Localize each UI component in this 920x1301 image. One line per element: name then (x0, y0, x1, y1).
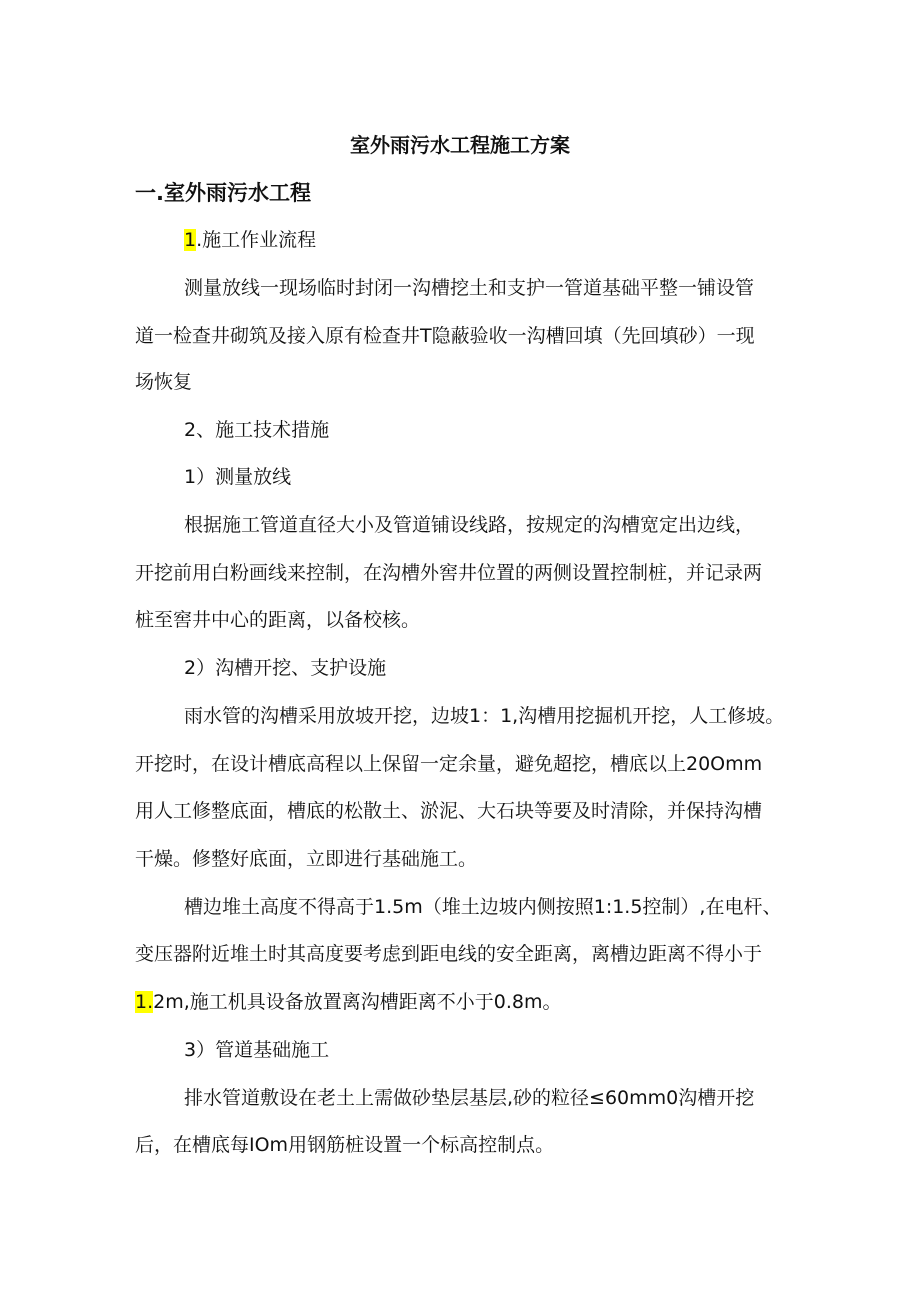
subsection-heading: 3）管道基础施工 (184, 1039, 330, 1061)
subsection-heading: 1）测量放线 (184, 466, 292, 488)
subsection-heading: 2、施工技术措施 (184, 419, 330, 441)
paragraph-line: 根据施工管道直径大小及管道铺设线路，按规定的沟槽宽定出边线， (184, 514, 755, 536)
highlighted-number: 1 (184, 229, 197, 251)
paragraph-line: 槽边堆土高度不得高于1.5m（堆土边坡内侧按照1:1.5控制）,在电杆、 (184, 896, 782, 918)
paragraph-text: 2m,施工机具设备放置离沟槽距离不小于0.8m。 (153, 991, 562, 1013)
paragraph-line: 变压器附近堆土时其高度要考虑到距电线的安全距离，离槽边距离不得小于 (135, 943, 763, 965)
paragraph-line: 测量放线一现场临时封闭一沟槽挖土和支护一管道基础平整一铺设管 (184, 277, 755, 299)
subsection-label: .施工作业流程 (196, 229, 317, 251)
paragraph-line: 开挖前用白粉画线来控制，在沟槽外窖井位置的两侧设置控制桩，并记录两 (135, 562, 763, 584)
paragraph-line: 道一检查井砌筑及接入原有检查井T隐蔽验收一沟槽回填（先回填砂）一现 (135, 325, 755, 347)
document-title: 室外雨污水工程施工方案 (350, 133, 570, 157)
subsection-heading-flow (184, 226, 316, 254)
paragraph-line-highlighted (135, 988, 562, 1016)
highlighted-number: 1. (135, 991, 154, 1013)
paragraph-line: 用人工修整底面，槽底的松散土、淤泥、大石块等要及时清除，并保持沟槽 (135, 800, 763, 822)
paragraph-line: 开挖时，在设计槽底高程以上保留一定余量，避免超挖，槽底以上20Omm (135, 753, 763, 775)
paragraph-line: 后，在槽底每IOm用钢筋桩设置一个标高控制点。 (135, 1134, 555, 1156)
subsection-heading: 2）沟槽开挖、支护设施 (184, 657, 387, 679)
paragraph-line: 场恢复 (135, 371, 193, 393)
paragraph-line: 桩至窖井中心的距离，以备校核。 (135, 609, 421, 631)
paragraph-line: 排水管道敷设在老土上需做砂垫层基层,砂的粒径≤60mm0沟槽开挖 (184, 1087, 755, 1109)
section-heading: 一.室外雨污水工程 (135, 181, 311, 205)
paragraph-line: 干燥。修整好底面，立即进行基础施工。 (135, 848, 478, 870)
paragraph-line: 雨水管的沟槽采用放坡开挖，边坡1：1,沟槽用挖掘机开挖，人工修坡。 (184, 705, 785, 727)
